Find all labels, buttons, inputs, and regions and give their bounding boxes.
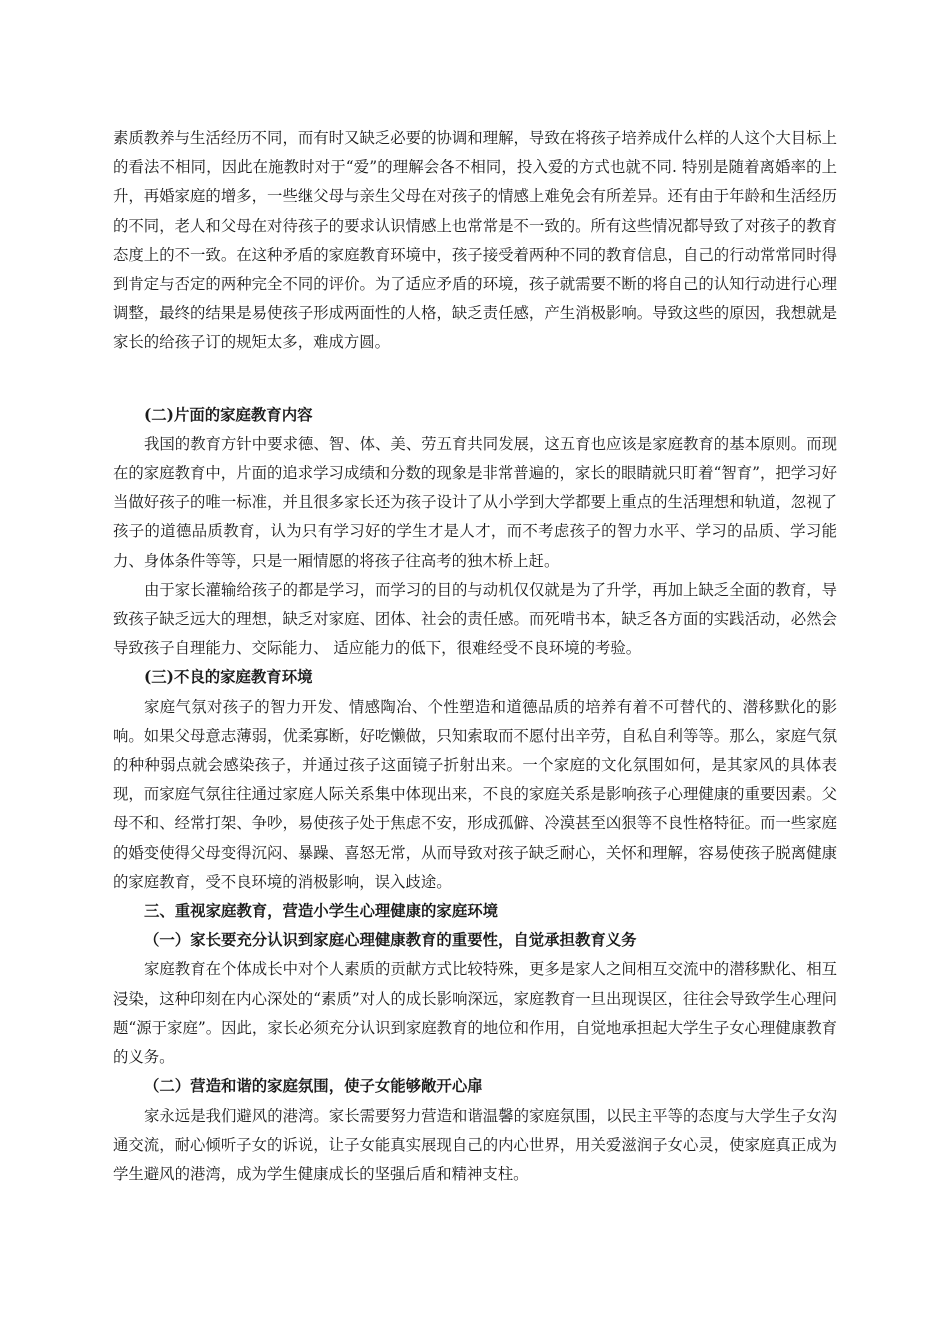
paragraph-gap xyxy=(113,358,837,401)
subheading-parents-awareness: （一）家长要充分认识到家庭心理健康教育的重要性，自觉承担教育义务 xyxy=(144,931,637,950)
paragraph-five-aspects: 我国的教育方针中要求德、智、体、美、劳五育共同发展，这五育也应该是家庭教育的基本原则。而现在的家庭教育中，片面的追求学习成绩和分数的现象是非常普遍的，家长的眼睛就只盯着“智育”，把学习好当做好孩子的唯一标准，并且很多家长还为孩子设计了从小学到大学都要上重点的生活理想和轨道，忽视了孩子的道德品质教育，认为只有学习好的学生才是人才，而不考虑孩子的智力水平、学习的品质、学习能力、身体条件等等，只是一厢情愿的将孩子往高考的独木桥上赶。 xyxy=(113,434,837,570)
subheading-harmonious-atmosphere: （二）营造和谐的家庭氛围，使子女能够敞开心扉 xyxy=(144,1077,483,1096)
document-body xyxy=(113,124,837,1189)
subheading-bad-environment: (三)不良的家庭教育环境 xyxy=(144,668,313,687)
paragraph-home-harbor: 家永远是我们避风的港湾。家长需要努力营造和谐温馨的家庭氛围，以民主平等的态度与大学生子女沟通交流，耐心倾听子女的诉说，让子女能真实展现自己的内心世界，用关爱滋润子女心灵，使家庭真正成为学生避风的港湾，成为学生健康成长的坚强后盾和精神支柱。 xyxy=(113,1106,837,1183)
section-heading-three: 三、重视家庭教育，营造小学生心理健康的家庭环境 xyxy=(144,902,498,921)
paragraph-continuation: 素质教养与生活经历不同，而有时又缺乏必要的协调和理解，导致在将孩子培养成什么样的人这个大目标上的看法不相同，因此在施教时对于“爱”的理解会各不相同，投入爱的方式也就不同. 特别是随着离婚率的上升，再婚家庭的增多，一些继父母与亲生父母在对孩子的情感上难免会有所差异。还有由于年龄和生活经历的不同，老人和父母在对待孩子的要求认识情感上也常常是不一致的。所有这些情况都导致了对孩子的教育态度上的不一致。在这种矛盾的家庭教育环境中，孩子接受着两种不同的教育信息，自己的行动常常同时得到肯定与否定的两种完全不同的评价。为了适应矛盾的环境，孩子就需要不断的将自己的认知行动进行心理调整，最终的结果是易使孩子形成两面性的人格，缺乏责任感，产生消极影响。导致这些的原因，我想就是家长的给孩子订的规矩太多，难成方圆。 xyxy=(113,129,837,352)
paragraph-family-education-role: 家庭教育在个体成长中对个人素质的贡献方式比较特殊，更多是家人之间相互交流中的潜移默化、相互浸染，这种印刻在内心深处的“素质”对人的成长影响深远，家庭教育一旦出现误区，往往会导致学生心理问题“源于家庭”。因此，家长必须充分认识到家庭教育的地位和作用，自觉地承担起大学生子女心理健康教育的义务。 xyxy=(113,960,837,1067)
paragraph-study-only: 由于家长灌输给孩子的都是学习，而学习的目的与动机仅仅就是为了升学，再加上缺乏全面的教育，导致孩子缺乏远大的理想，缺乏对家庭、团体、社会的责任感。而死啃书本，缺乏各方面的实践活动，必然会导致孩子自理能力、交际能力、 适应能力的低下，很难经受不良环境的考验。 xyxy=(113,580,837,658)
subheading-one-sided-content: (二)片面的家庭教育内容 xyxy=(144,405,313,424)
paragraph-family-atmosphere: 家庭气氛对孩子的智力开发、情感陶冶、个性塑造和道德品质的培养有着不可替代的、潜移默化的影响。如果父母意志薄弱，优柔寡断，好吃懒做，只知索取而不愿付出辛劳，自私自利等等。那么，家庭气氛的种种弱点就会感染孩子，并通过孩子这面镜子折射出来。一个家庭的文化氛围如何，是其家风的具体表现，而家庭气氛往往通过家庭人际关系集中体现出来，不良的家庭关系是影响孩子心理健康的重要因素。父母不和、经常打架、争吵，易使孩子处于焦虑不安，形成孤僻、冷漠甚至凶狠等不良性格特征。而一些家庭的婚变使得父母变得沉闷、暴躁、喜怒无常，从而导致对孩子缺乏耐心，关怀和理解，容易使孩子脱离健康的家庭教育，受不良环境的消极影响，误入歧途。 xyxy=(113,697,837,891)
